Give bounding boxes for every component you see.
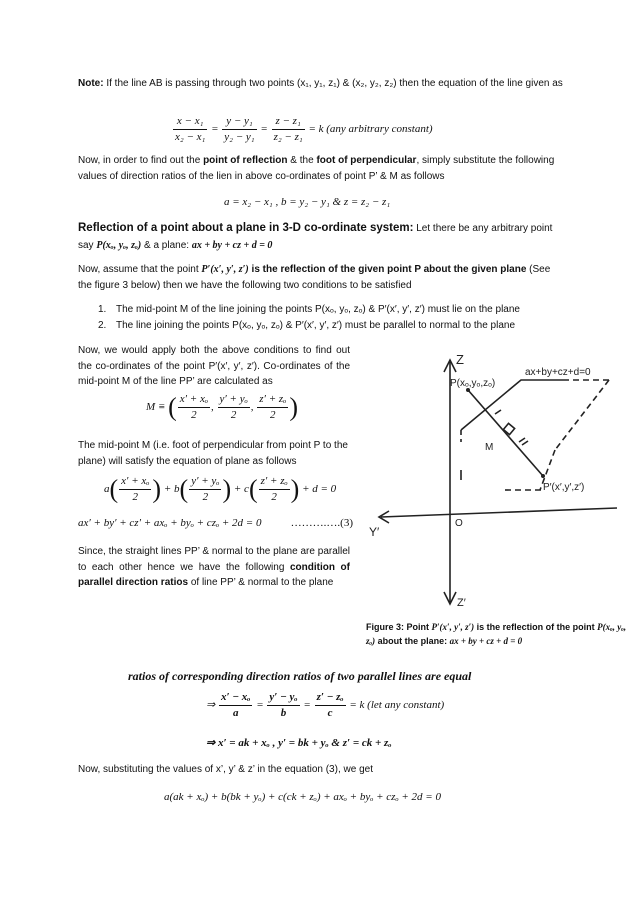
tick-mark [495,410,501,414]
apply-paragraph: Now, we would apply both the above conditions to find out the co-ordinates of the point P′(x′, y′, z′). Co-ordinates of the mid-point M of the line PP’ are calculated as [78,345,350,387]
coef-c: + c [233,482,249,495]
substitution-paragraph: Now, substituting the values of x’, y’ & z’ in the equation (3), we get [78,764,373,775]
equation-3 [78,515,353,532]
eq-line-den-3: z₂ − z₁ [273,130,303,143]
eq-k-den-3: c [327,706,333,719]
list-item [98,318,568,334]
ratios-statement: ratios of corresponding direction ratios of two parallel lines are equal [128,669,472,683]
eq-k-den-1: a [232,706,239,719]
note-paragraph [78,76,566,92]
note-label: Note: [78,78,104,89]
assume-paragraph [78,262,566,293]
eq-mid-num-2: y′ + yₒ [218,392,250,408]
list-number: 1. [98,304,107,315]
text-span: & a plane: [141,239,192,251]
y-axis [381,508,617,517]
label-p-prime: P′(x′,y′,z′) [543,482,585,493]
solution-equation: ⇒ x′ = ak + xₒ , y′ = bk + yₒ & z′ = ck + zₒ [206,737,392,749]
eq-sub-den-3: 2 [271,490,277,503]
section-heading: Reflection of a point about a plane in 3-D co-ordinate system: [78,222,414,234]
final-equation: a(ak + xₒ) + b(bk + yₒ) + c(ck + zₒ) + axₒ + byₒ + czₒ + 2d = 0 [164,791,441,803]
paren-close: ) [222,474,232,504]
paren-open: ( [109,474,119,504]
eq-sub-num-3: z′ + zₒ [259,474,290,490]
caption-text: is the reflection of the point [474,622,598,632]
bold-span: condition of parallel direction ratios [78,561,350,588]
plane-edge-right-dashed [555,380,609,450]
parallel-paragraph [78,544,350,591]
bold-span: point of reflection [203,155,288,166]
eq-line-num-3: z − z₁ [272,114,305,130]
coef-b: + b [163,482,180,495]
eq-mid-den-1: 2 [191,408,197,421]
eq-line-num-1: x − x₁ [173,114,207,130]
text-span: & the [287,155,317,166]
reflection-heading-paragraph [78,220,566,253]
eq-mid-num-1: x′ + xₒ [178,392,210,408]
eq-k-num-1: x′ − xₒ [219,690,252,706]
list-item [98,302,568,318]
figure-3-diagram [365,340,627,612]
text-span: of line PP’ & normal to the plane [188,577,334,588]
eq3-tag: ……….….(3) [290,517,353,529]
text-span: Since, the straight lines PP’ & normal to the plane are parallel to each other hence we have the following [78,546,350,573]
line-equation: $\frac{\text{x − x₁}}{\text{x₂ − x₁}}$ = $\frac{\text{y − y₁}}{\text{y₂ − y₁}}$ = $\frac{\text{z − z₁}}{\text{z₂ − z₁}}$ = k (any arbitrary constant) [175,115,433,143]
paren-close: ) [289,392,298,422]
label-y-prime: Y′ [369,525,380,539]
eq-sub-den-2: 2 [202,490,209,503]
reflection-paragraph [78,153,566,184]
caption-point-p: P(xₒ, yₒ, zₒ) [366,622,627,646]
label-z-prime: Z′ [457,597,466,609]
note-text: If the line AB is passing through two points (x₁, y₁, z₁) & (x₂, y₂, z₂) then the equation of the line given as [103,78,563,89]
caption-text: about the plane: [375,635,450,646]
eq-sub-den-1: 2 [132,490,139,503]
figure-3 [365,340,627,612]
pp-prime-line [468,390,543,476]
point-p-prime-dot [541,474,545,478]
eq-mid-den-2: 2 [230,408,237,421]
paren-open: ( [179,474,189,504]
eq-k-num-2: y′ − yₒ [267,690,299,706]
text-span: Let there be any arbitrary point say [78,223,553,251]
bold-span: foot of perpendicular [316,155,417,166]
implies-arrow: ⇒ [206,698,216,711]
eq-line-den-1: x₂ − x₁ [175,130,206,143]
tick-mark [522,441,528,445]
text-span: , simply substitute the following values of direction ratios of the lien in above co-ordinates of point P’ & M as follows [78,155,555,182]
plane-substitution-equation [104,474,336,505]
midpoint-equation: M ≡ ( $\frac{\text{x′ + xₒ}}{2}$ , $\frac{\text{y′ + yₒ}}{2}$ , $\frac{\text{z′ + zₒ}}{2}$ ) [146,392,298,422]
eq-mid-den-3: 2 [270,408,276,421]
caption-point-p-prime: P′(x′, y′, z′) [431,622,475,632]
paren-close: ) [152,474,162,504]
eq-k-num-3: z′ − zₒ [315,690,346,706]
label-m: M [485,442,494,453]
point-p: P(xₒ, yₒ, zₒ) [96,239,142,251]
figure-caption [366,621,628,648]
coef-a: a [104,482,110,495]
text-span: (See the figure 3 below) then we have the following two conditions to be satisfied [78,264,551,291]
direction-ratios-equation: a = x₂ − x₁ , b = y₂ − y₁ & z = z₂ − z₁ [224,196,391,208]
text-span: Now, in order to find out the [78,155,204,166]
label-o: O [455,518,463,529]
paren-open: ( [168,392,177,422]
eq-line-den-2: y₂ − y₁ [224,130,255,143]
eq-sub-num-1: x′ + xₒ [119,474,151,490]
list-text: The mid-point M of the line joining the points P(xₒ, yₒ, zₒ) & P′(x′, y′, z′) must lie on the plane [116,304,520,315]
text-span: Now, assume that the point [78,264,202,275]
eq-mid-num-3: z′ + zₒ [257,392,288,408]
eq-k-den-2: b [280,706,287,719]
caption-text: Figure 3: Point [366,622,432,632]
label-p: P(xₒ,yₒ,zₒ) [450,378,496,389]
midpoint-paragraph: The mid-point M (i.e. foot of perpendicular from point P to the plane) will satisfy the equation of plane as follows [78,440,348,467]
plane-equation: ax + by + cz + d = 0 [191,239,273,251]
conditions-list [98,302,568,333]
eq3-text: ax′ + by′ + cz′ + axₒ + byₒ + czₒ + 2d = 0 [78,517,262,529]
bold-span: is the reflection of the given point P about the given plane [248,264,527,275]
caption-plane: ax + by + cz + d = 0 [449,635,523,646]
eq-line-rhs: = k (any arbitrary constant) [308,122,433,135]
paren-open: ( [248,474,258,504]
k-equation: ⇒ $\frac{\text{x′ − xₒ}}{a}$ = $\frac{\text{y′ − yₒ}}{b}$ = $\frac{\text{z′ − zₒ}}{c}$ = k (let any constant) [206,691,445,719]
point-p-prime: P′(x′, y′, z′) [201,264,249,275]
eq-line-num-2: y − y₁ [222,114,256,130]
label-plane: ax+by+cz+d=0 [525,367,591,378]
eq-sub-num-2: y′ + yₒ [189,474,221,490]
list-number: 2. [98,319,107,331]
eq-sub-tail: + d = 0 [302,482,337,495]
label-z: Z [456,352,464,367]
eq-k-rhs: = k (let any constant) [349,698,445,711]
paren-close: ) [290,474,300,504]
tick-mark [519,438,525,442]
eq-mid-lhs: M ≡ [146,400,166,413]
list-text: The line joining the points P(xₒ, yₒ, zₒ) & P′(x′, y′, z′) must be parallel to normal to the plane [116,319,515,331]
